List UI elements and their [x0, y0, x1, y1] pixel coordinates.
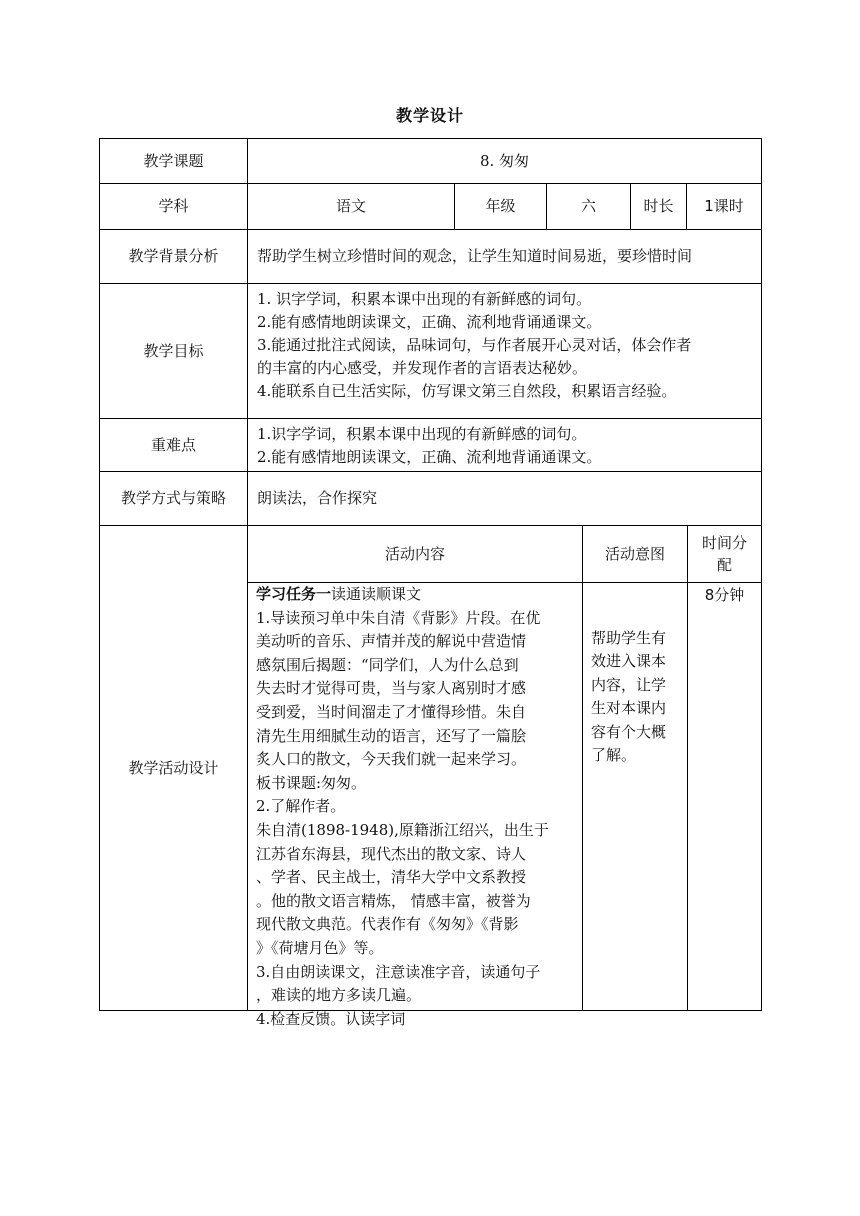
col-time-header: [687, 525, 762, 583]
content-line: 2.了解作者。: [256, 797, 346, 816]
col-content-header: [247, 525, 583, 583]
activity-time-cell: [687, 582, 762, 1011]
keypoints-line: 2.能有感情地朗读课文，正确、流利地背诵通课文。: [257, 448, 602, 466]
activity-intent-cell: [582, 582, 688, 1011]
content-line: 、学者、民主战士，清华大学中文系教授: [256, 868, 527, 887]
background-label-cell: [99, 229, 248, 284]
content-line: 江苏省东海县，现代杰出的散文家、诗人: [256, 844, 527, 863]
intent-line: 内容，让学: [591, 675, 667, 694]
content-line: 》《荷塘月色》等。: [256, 938, 384, 957]
methods-label: 教学方式与策略: [120, 489, 226, 507]
methods-value-cell: [247, 471, 762, 526]
topic-value: 8. 匆匆: [479, 151, 530, 170]
content-line: 现代散文典范。代表作有《匆匆》《背影: [256, 915, 519, 934]
task-title-bold: 学习任务一: [256, 585, 332, 603]
content-line: 。他的散文语言精炼， 情感丰富，被誉为: [256, 891, 531, 910]
topic-value-cell: [247, 138, 762, 184]
background-value-cell: [247, 229, 762, 284]
task-title: [256, 583, 582, 607]
duration-value-cell: [686, 183, 762, 230]
content-line: 朱自清(1898-1948),原籍浙江绍兴，出生于: [256, 820, 549, 839]
design-label-cell: [99, 525, 248, 1011]
intent-line: 生对本课内: [591, 699, 667, 718]
col-intent-label: 活动意图: [604, 544, 665, 563]
grade-label: 年级: [485, 197, 516, 215]
design-label: 教学活动设计: [128, 758, 219, 777]
methods-value: 朗读法，合作探究: [257, 489, 378, 507]
subject-label-cell: [99, 183, 248, 230]
col-intent-header: [582, 525, 688, 583]
document-title: 教学设计: [395, 106, 464, 125]
goals-line: 2.能有感情地朗读课文，正确、流利地背诵通课文。: [257, 313, 602, 331]
intent-line: 了解。: [591, 746, 637, 765]
duration-label: 时长: [643, 197, 674, 215]
keypoints-label: 重难点: [150, 435, 196, 454]
content-line: 清先生用细腻生动的语言，还写了一篇脍: [256, 726, 527, 745]
col-content-label: 活动内容: [384, 544, 445, 563]
goals-line: 3.能通过批注式阅读，品味词句，与作者展开心灵对话，体会作者: [257, 336, 692, 354]
background-value: 帮助学生树立珍惜时间的观念，让学生知道时间易逝，要珍惜时间: [257, 247, 693, 265]
subject-value: 语文: [335, 197, 366, 215]
duration-label-cell: [630, 183, 687, 230]
content-line: 感氛围后揭题：“同学们，人为什么总到: [256, 655, 519, 674]
content-line: 4.检查反馈。认读字词: [256, 1009, 406, 1028]
goals-label: 教学目标: [143, 341, 204, 360]
activity-content-cell: [247, 582, 583, 1028]
content-line: ，难读的地方多读几遍。: [256, 986, 422, 1005]
keypoints-label-cell: [99, 418, 248, 472]
intent-line: 效进入课本: [591, 652, 667, 671]
content-line: 3.自由朗读课文，注意读准字音，读通句子: [256, 962, 541, 981]
time-value: 8分钟: [704, 586, 745, 604]
goals-line: 1. 识字学词，积累本课中出现的有新鲜感的词句。: [257, 290, 592, 308]
methods-label-cell: [99, 471, 248, 526]
keypoints-line: 1.识字学词，积累本课中出现的有新鲜感的词句。: [257, 425, 587, 443]
goals-line: 4.能联系自已生活实际，仿写课文第三自然段，积累语言经验。: [257, 382, 677, 400]
content-line: 受到爱，当时间溜走了才懂得珍惜。朱自: [256, 702, 527, 721]
background-label: 教学背景分析: [128, 247, 219, 265]
grade-value: 六: [580, 197, 596, 215]
duration-value: 1课时: [704, 197, 744, 215]
col-time-label: 配: [716, 556, 732, 574]
subject-value-cell: [247, 183, 455, 230]
goals-value-cell: [247, 283, 762, 419]
intent-line: 容有个大概: [591, 722, 667, 741]
content-line: 失去时才觉得可贵，当与家人离别时才感: [256, 679, 527, 698]
content-line: 炙人口的散文，今天我们就一起来学习。: [256, 750, 527, 769]
content-line: 板书课题:匆匆。: [256, 773, 367, 792]
keypoints-value-cell: [247, 418, 762, 472]
subject-label: 学科: [158, 197, 189, 215]
topic-label-cell: [99, 138, 248, 184]
intent-line: 帮助学生有: [591, 629, 667, 647]
goals-label-cell: [99, 283, 248, 419]
task-title-rest: 读通读顺课文: [331, 585, 422, 603]
content-line: 1.导读预习单中朱自清《背影》片段。在优: [256, 608, 541, 627]
col-time-label: 时间分: [701, 534, 747, 552]
grade-label-cell: [454, 183, 547, 230]
grade-value-cell: [546, 183, 631, 230]
goals-line: 的丰富的内心感受，并发现作者的言语表达秘妙。: [257, 359, 588, 377]
content-line: 美动听的音乐、声情并茂的解说中营造情: [256, 632, 527, 651]
topic-label: 教学课题: [143, 151, 204, 170]
